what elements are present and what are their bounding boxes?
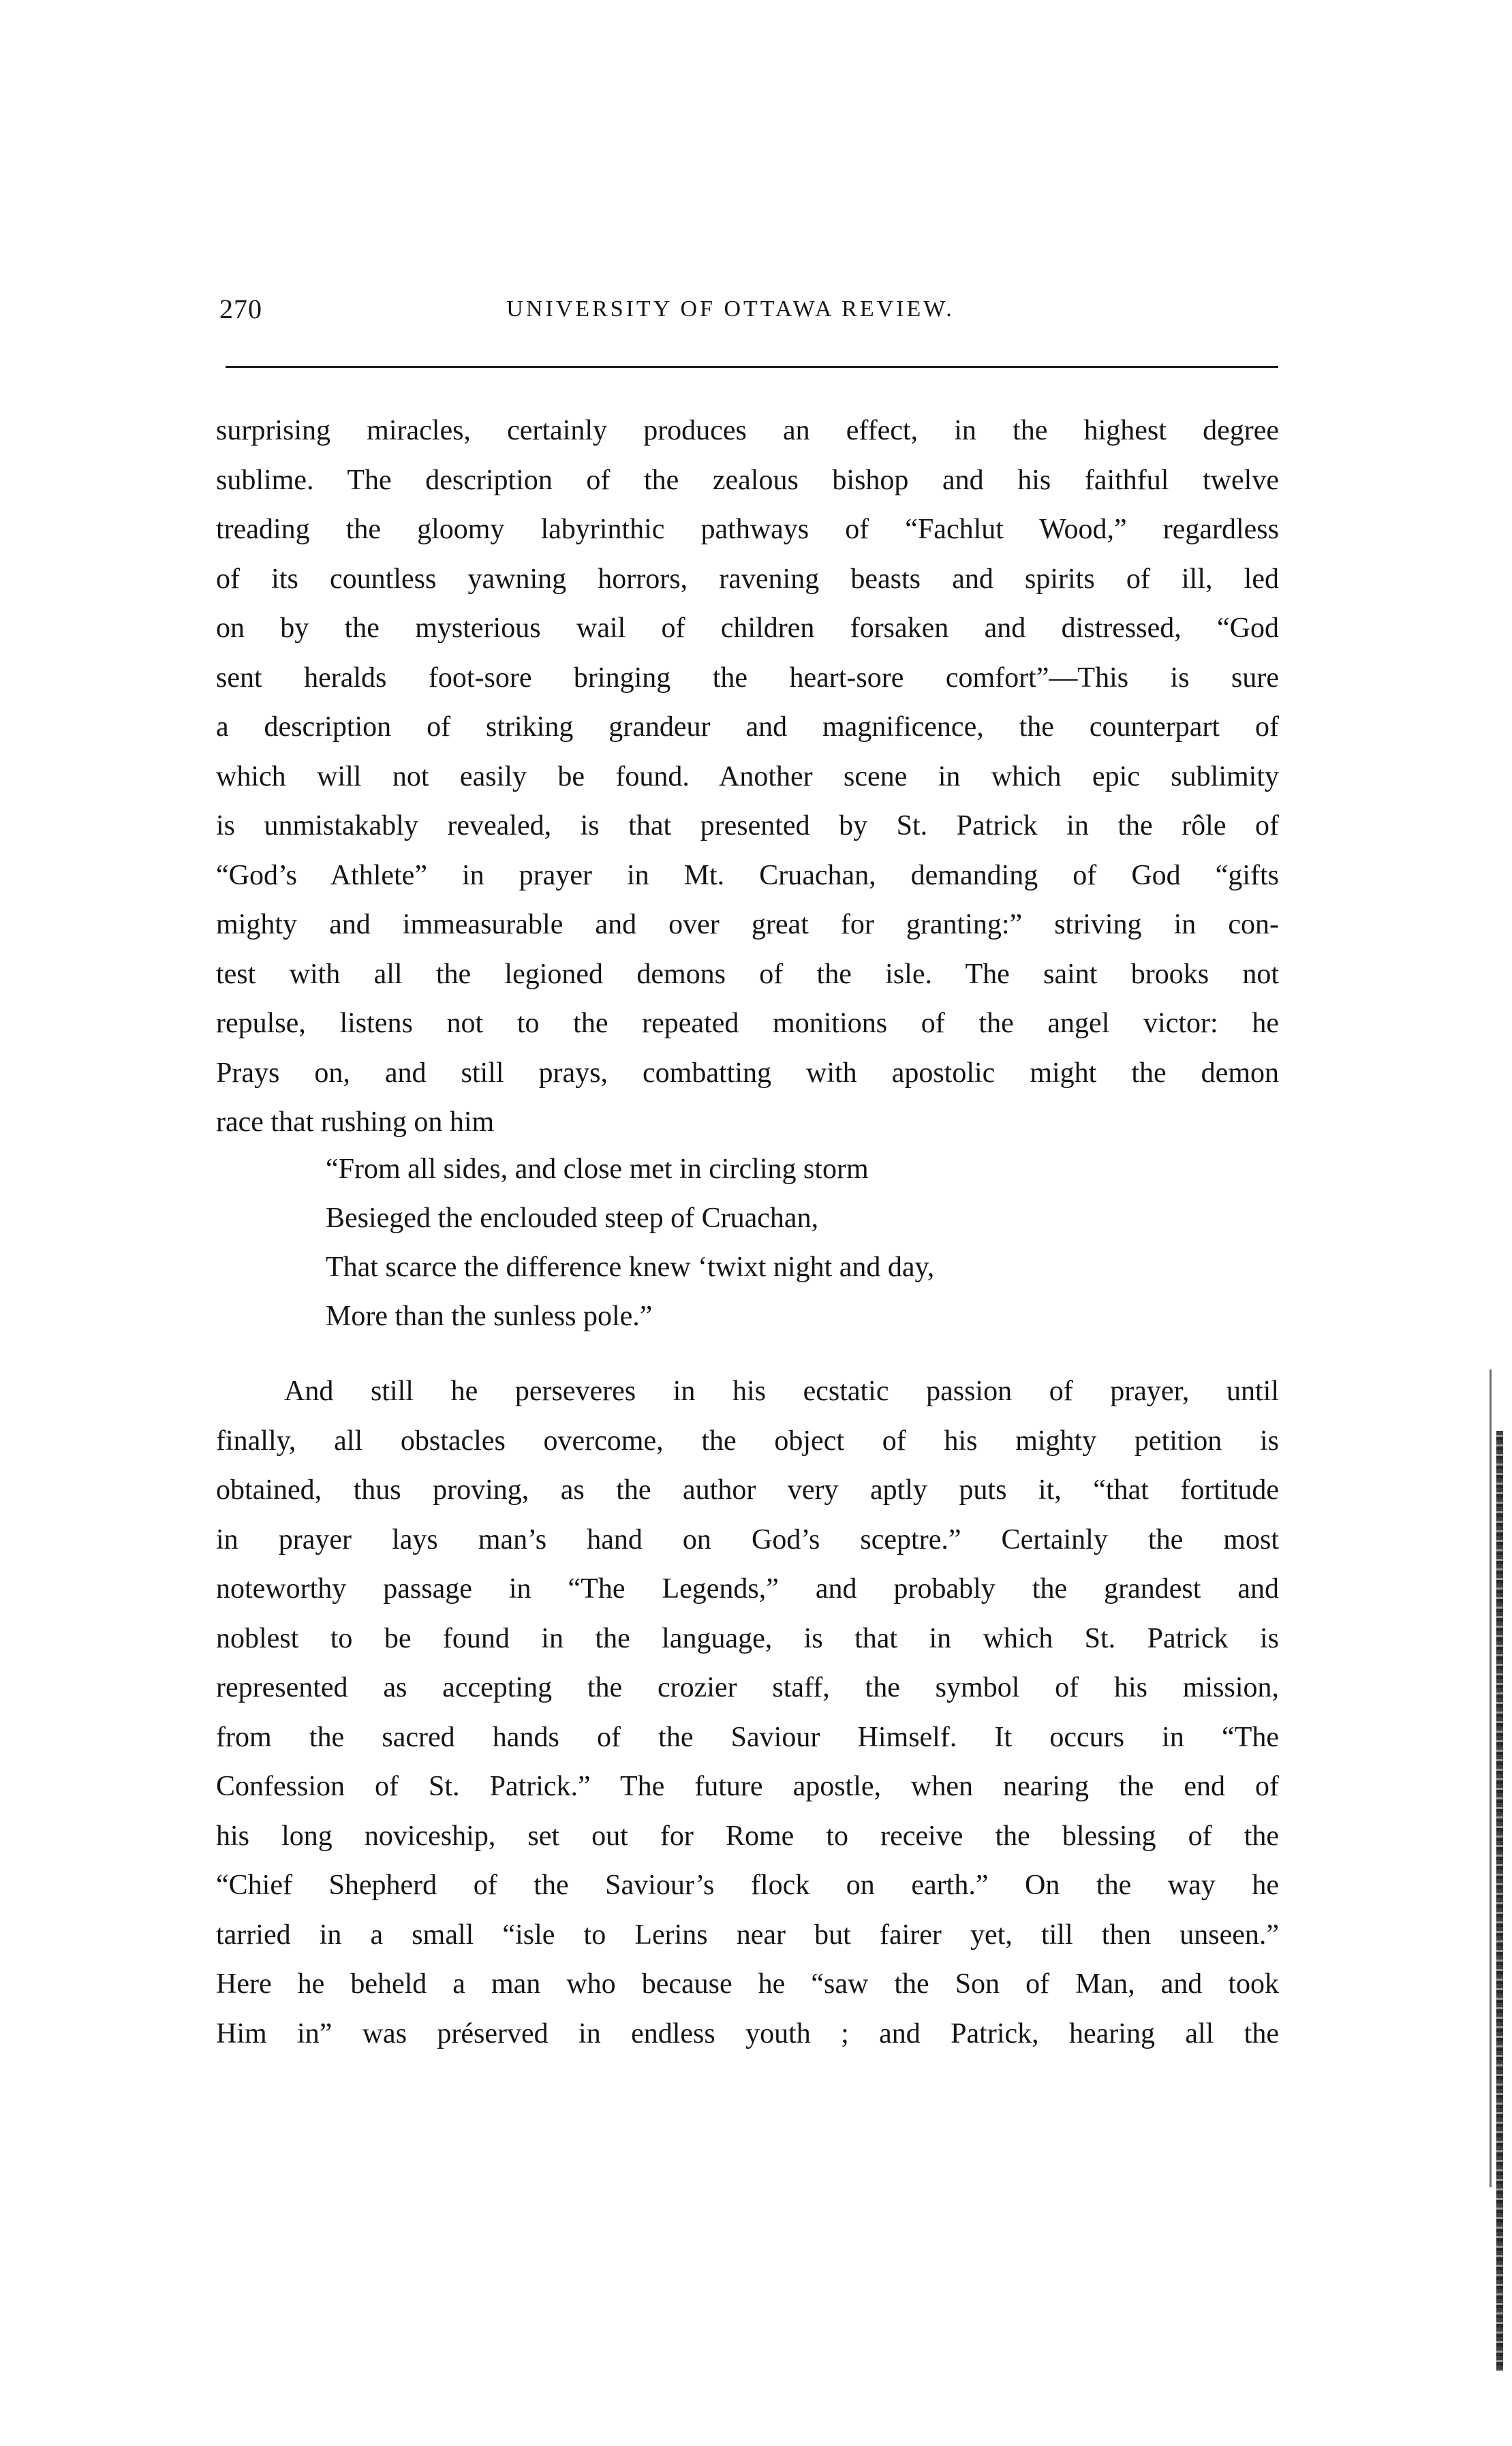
text-line: in prayer lays man’s hand on God’s sceptre.” Certainly the most — [216, 1523, 1279, 1555]
text-line: a description of striking grandeur and magnificence, the counterpart of — [216, 711, 1279, 743]
header-rule — [226, 366, 1278, 368]
text-line: his long noviceship, set out for Rome to receive the blessing of the — [216, 1820, 1279, 1852]
text-line: Here he beheld a man who because he “saw the Son of Man, and took — [216, 1968, 1279, 2000]
verse-line: That scarce the difference knew ‘twixt night and day, — [326, 1252, 935, 1283]
text-line: race that rushing on him — [216, 1106, 495, 1138]
running-head — [219, 289, 1276, 330]
text-line: sublime. The description of the zealous bishop and his faithful twelve — [216, 464, 1279, 496]
journal-title: UNIVERSITY OF OTTAWA REVIEW. — [506, 296, 955, 322]
text-line: “God’s Athlete” in prayer in Mt. Cruachan, demanding of God “gifts — [216, 859, 1279, 891]
text-line: of its countless yawning horrors, ravening beasts and spirits of ill, led — [216, 563, 1279, 595]
text-line: obtained, thus proving, as the author very aptly puts it, “that fortitude — [216, 1474, 1279, 1506]
text-line: which will not easily be found. Another scene in which epic sublimity — [216, 760, 1279, 792]
text-line: surprising miracles, certainly produces an effect, in the highest degree — [216, 415, 1279, 446]
text-line: “Chief Shepherd of the Saviour’s flock on earth.” On the way he — [216, 1870, 1279, 1901]
text-line: noteworthy passage in “The Legends,” and probably the grandest and — [216, 1573, 1279, 1605]
text-line: finally, all obstacles overcome, the object of his mighty petition is — [216, 1425, 1279, 1457]
text-line: Prays on, and still prays, combatting with apostolic might the demon — [216, 1057, 1279, 1089]
verse-line: “From all sides, and close met in circling storm — [326, 1154, 869, 1185]
scan-edge-line — [1490, 1369, 1492, 2187]
text-line: on by the mysterious wail of children forsaken and distressed, “God — [216, 613, 1279, 644]
text-line: And still he perseveres in his ecstatic passion of prayer, until — [284, 1376, 1279, 1407]
text-line: sent heralds foot-sore bringing the heart-sore comfort”—This is sure — [216, 662, 1279, 694]
text-line: mighty and immeasurable and over great for granting:” striving in con- — [216, 909, 1279, 940]
paragraph-1 — [216, 406, 1279, 1147]
verse-quotation — [326, 1145, 1143, 1341]
text-line: is unmistakably revealed, is that presented by St. Patrick in the rôle of — [216, 810, 1279, 841]
text-line: Him in” was préserved in endless youth ; and Patrick, hearing all the — [216, 2017, 1279, 2049]
page-number: 270 — [219, 294, 262, 324]
text-line: test with all the legioned demons of the isle. The saint brooks not — [216, 958, 1279, 990]
scan-edge-artifact — [1496, 1431, 1503, 2371]
text-line: repulse, listens not to the repeated monitions of the angel victor: he — [216, 1008, 1279, 1039]
text-line: represented as accepting the crozier staff, the symbol of his mission, — [216, 1672, 1279, 1703]
text-line: noblest to be found in the language, is that in which St. Patrick is — [216, 1622, 1279, 1654]
verse-line: Besieged the enclouded steep of Cruachan, — [326, 1203, 819, 1234]
text-line: tarried in a small “isle to Lerins near but fairer yet, till then unseen.” — [216, 1919, 1279, 1951]
text-line: Confession of St. Patrick.” The future apostle, when nearing the end of — [216, 1771, 1279, 1802]
text-line: from the sacred hands of the Saviour Himself. It occurs in “The — [216, 1721, 1279, 1753]
text-line: treading the gloomy labyrinthic pathways of “Fachlut Wood,” regardless — [216, 514, 1279, 545]
paragraph-2 — [216, 1367, 1279, 2058]
verse-line: More than the sunless pole.” — [326, 1301, 653, 1332]
